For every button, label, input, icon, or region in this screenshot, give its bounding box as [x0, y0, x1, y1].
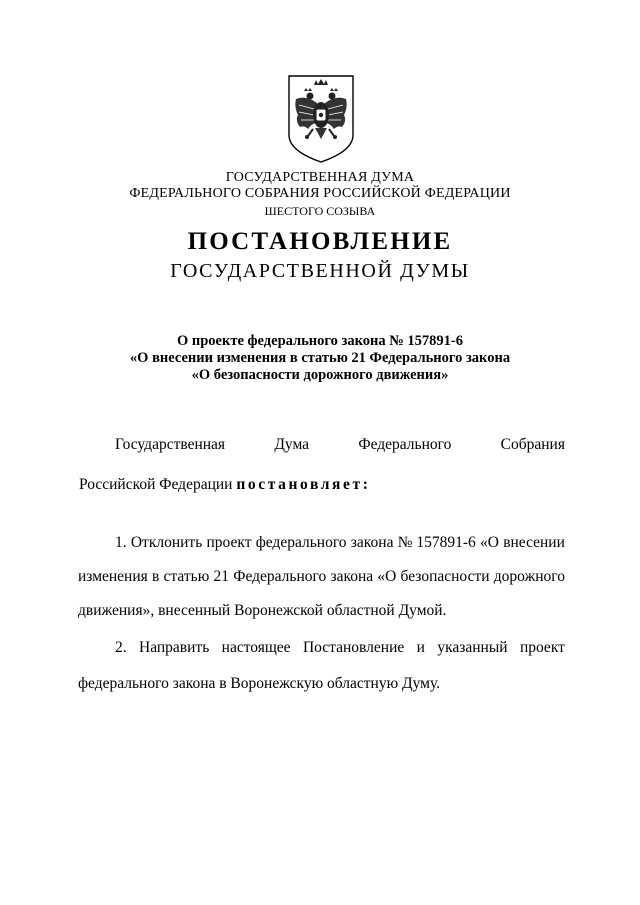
item-1-word: «О: [480, 534, 499, 551]
item-2-line-1: [115, 639, 565, 657]
item-1-word: безопасности: [400, 568, 490, 585]
item-1-word: в: [152, 568, 160, 585]
item-1-word: федерального: [255, 534, 347, 551]
item-1-line-3: движения», внесенный Воронежской областной Думой.: [78, 602, 447, 619]
item-1-word: 21: [213, 568, 230, 585]
item-2-word: и: [416, 639, 425, 656]
item-1-word: Федерального: [233, 568, 327, 585]
item-1-word: № 157891-6: [397, 534, 476, 551]
preamble-line-1: [115, 436, 565, 454]
item-2-word: настоящее: [221, 639, 291, 656]
resolves-word: постановляет:: [236, 476, 371, 493]
item-1-word: дорожного: [493, 568, 565, 585]
coat-of-arms-emblem: [286, 73, 356, 165]
item-1-word: закона: [350, 534, 394, 551]
preamble-word: Собрания: [500, 436, 565, 453]
subject-line-1: О проекте федерального закона № 157891-6: [176, 333, 464, 349]
item-1-word: «О: [377, 568, 397, 585]
item-1-word: Отклонить: [130, 534, 203, 551]
preamble-word: Государственная: [115, 436, 226, 453]
document-type-subtitle: ГОСУДАРСТВЕННОЙ ДУМЫ: [170, 260, 470, 282]
item-1-word: внесении: [503, 534, 565, 551]
issuer-line-1: ГОСУДАРСТВЕННАЯ ДУМА: [225, 170, 415, 185]
item-2-word: проект: [519, 639, 565, 656]
preamble-word: Дума: [274, 436, 310, 453]
item-2-word: Направить: [139, 639, 210, 656]
convocation-line: ШЕСТОГО СОЗЫВА: [264, 204, 376, 218]
item-1-word: изменения: [78, 568, 148, 585]
item-1-word: закона: [330, 568, 374, 585]
item-1-line-2: [78, 568, 565, 586]
item-2-line-2: федерального закона в Воронежскую областную Думу.: [78, 675, 441, 692]
item-1-word: статью: [163, 568, 210, 585]
item-2-word: указанный: [437, 639, 508, 656]
preamble-line-2: [79, 476, 370, 494]
subject-line-2: «О внесении изменения в статью 21 Федерального закона: [129, 350, 511, 366]
item-1-line-1: [115, 534, 565, 552]
document-type-title: ПОСТАНОВЛЕНИЕ: [187, 228, 453, 255]
preamble-word: Федерального: [358, 436, 452, 453]
issuer-line-2: ФЕДЕРАЛЬНОГО СОБРАНИЯ РОССИЙСКОЙ ФЕДЕРАЦИИ: [129, 186, 511, 201]
item-1-word: проект: [206, 534, 252, 551]
item-2-word: 2.: [115, 639, 127, 656]
item-1-word: 1.: [115, 534, 127, 551]
preamble-text: Российской Федерации: [79, 476, 237, 493]
item-2-word: Постановление: [302, 639, 405, 656]
subject-line-3: «О безопасности дорожного движения»: [191, 367, 449, 383]
